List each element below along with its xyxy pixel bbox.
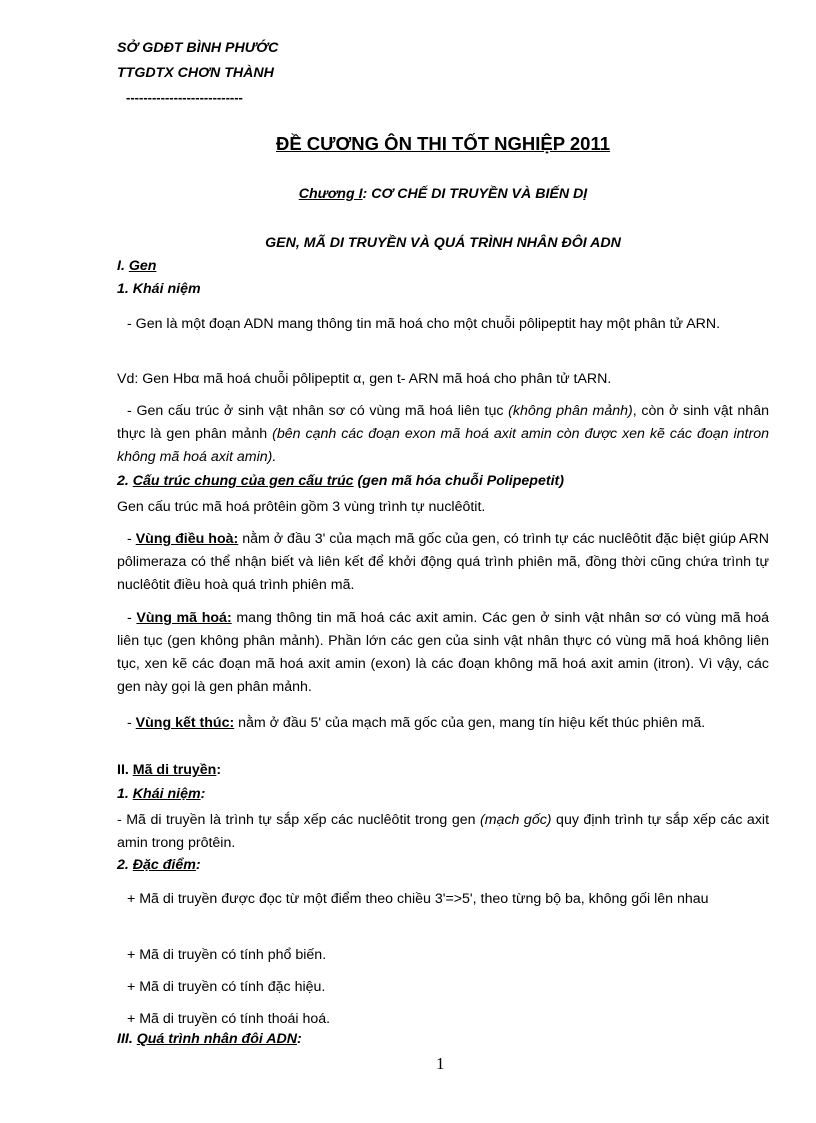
p3-part-d: (bên cạnh các đoạn exon mã hoá axit amin còn được xen kẽ các đoạn intron không mã hoá axit amin). [117,426,769,465]
paragraph-gen-definition: - Gen là một đoạn ADN mang thông tin mã hoá cho một chuỗi pôlipeptit hay một phân tử ARN. [127,316,721,332]
paragraph-termination-region: - Vùng kết thúc: nằm ở đầu 5' của mạch mã gốc của gen, mang tín hiệu kết thúc phiên mã. [127,715,706,731]
s2-sub1-colon: : [200,786,206,802]
section-3-title: Quá trình nhân đôi ADN [136,1031,297,1047]
header-separator: --------------------------- [126,90,243,105]
page-number: 1 [436,1054,445,1073]
p3-part-b: (không phân mảnh) [508,403,633,419]
s2-sub2-num: 2. [117,857,133,873]
regulatory-region-label: Vùng điều hoà: [135,531,239,547]
gc-def-c: quy định trình tự sắp xếp các axit amin trong prôtêin. [117,812,770,851]
section-2-sub-2 [117,857,201,873]
s2-sub2-title: Đặc điểm [132,857,196,873]
list-item: + Mã di truyền được đọc từ một điểm theo chiều 3'=>5', theo từng bộ ba, không gối lên nhau [127,891,709,907]
sub2-title: Cấu trúc chung của gen cấu trúc [132,473,354,489]
sub2-num: 2. [117,473,133,489]
termination-region-text: nằm ở đầu 5' của mạch mã gốc của gen, mang tín hiệu kết thúc phiên mã. [234,715,706,731]
coding-region-label: Vùng mã hoá: [136,610,232,626]
list-item: + Mã di truyền có tính đặc hiệu. [127,979,326,995]
section-3-heading [117,1031,302,1047]
section-3-num: III. [117,1031,137,1047]
org-line-1: SỞ GDĐT BÌNH PHƯỚC [117,40,279,56]
paragraph-coding-region: - Vùng mã hoá: mang thông tin mã hoá các axit amin. Các gen ở sinh vật nhân sơ có vùng mã hoá liên tục (gen không phân mảnh). Phần lớn các gen của sinh vật nhân thực có vùng mã hoá không liên tục, xen kẽ các đoạn mã hoá axit amin (exon) là các đoạn không mã hoá axit amin (itron). Vì vậy, các gen này gọi là gen phân mảnh. [117,610,769,695]
section-1-title: Gen [128,258,157,274]
sub2-suffix: (gen mã hóa chuỗi Polipepetit) [353,473,564,489]
regulatory-region-text: nằm ở đầu 3' của mạch mã gốc của gen, có trình tự các nuclêôtit đặc biệt giúp ARN pôlimeraza có thể nhận biết và liên kết để khởi động quá trình phiên mã, đồng thời cũng chứa trình tự nuclêôtit điều hoà quá trình phiên mã. [117,531,769,593]
section-2-colon: : [216,762,222,778]
gc-def-a: - Mã di truyền là trình tự sắp xếp các nuclêôtit trong gen [117,812,481,828]
paragraph-genetic-code-definition [117,809,769,855]
list-item: + Mã di truyền có tính phổ biến. [127,947,327,963]
section-1-num: I. [117,258,129,274]
chapter-heading [0,186,816,202]
s2-sub1-num: 1. [117,786,133,802]
s2-sub2-colon: : [195,857,201,873]
section-2-title: Mã di truyền [132,762,217,778]
paragraph-gen-structure: Gen cấu trúc mã hoá prôtêin gồm 3 vùng trình tự nuclêôtit. [117,499,486,515]
section-1-heading [117,258,156,274]
page-title: ĐỀ CƯƠNG ÔN THI TỐT NGHIỆP 2011 [275,133,611,154]
paragraph-gen-types [117,400,769,469]
p3-part-c: , còn ở sinh vật nhân thực là gen phân mảnh [117,403,769,442]
list-item: + Mã di truyền có tính thoái hoá. [127,1011,331,1027]
section-2-sub-1 [117,786,205,802]
section-2-num: II. [117,762,133,778]
paragraph-example: Vd: Gen Hbα mã hoá chuỗi pôlipeptit α, gen t- ARN mã hoá cho phân tử tARN. [117,371,612,387]
termination-region-label: Vùng kết thúc: [135,715,235,731]
section-3-colon: : [296,1031,302,1047]
section-subtitle: GEN, MÃ DI TRUYỀN VÀ QUÁ TRÌNH NHÂN ĐÔI ADN [265,235,621,251]
section-1-sub-1: 1. Khái niệm [117,281,201,297]
s2-sub1-title: Khái niệm [132,786,201,802]
paragraph-regulatory-region: - Vùng điều hoà: nằm ở đầu 3' của mạch mã gốc của gen, có trình tự các nuclêôtit đặc biệt giúp ARN pôlimeraza có thể nhận biết và liên kết để khởi động quá trình phiên mã, đồng thời cũng chứa trình tự nuclêôtit điều hoà quá trình phiên mã. [117,531,769,593]
gc-def-b: (mạch gốc) [480,812,552,828]
chapter-label: Chương I [298,186,363,202]
coding-region-text: mang thông tin mã hoá các axit amin. Các gen ở sinh vật nhân sơ có vùng mã hoá liên tục (gen không phân mảnh). Phần lớn các gen của sinh vật nhân thực có vùng mã hoá không liên tục, xen kẽ các đoạn mã hoá axit amin (exon) là các đoạn không mã hoá axit amin (itron). Vì vậy, các gen này gọi là gen phân mảnh. [117,610,769,695]
chapter-text: : CƠ CHẾ DI TRUYỀN VÀ BIẾN DỊ [362,186,588,202]
section-2-heading [117,762,221,778]
section-1-sub-2 [117,473,564,489]
p3-part-a: - Gen cấu trúc ở sinh vật nhân sơ có vùng mã hoá liên tục [127,403,509,419]
org-line-2: TTGDTX CHƠN THÀNH [117,65,274,81]
